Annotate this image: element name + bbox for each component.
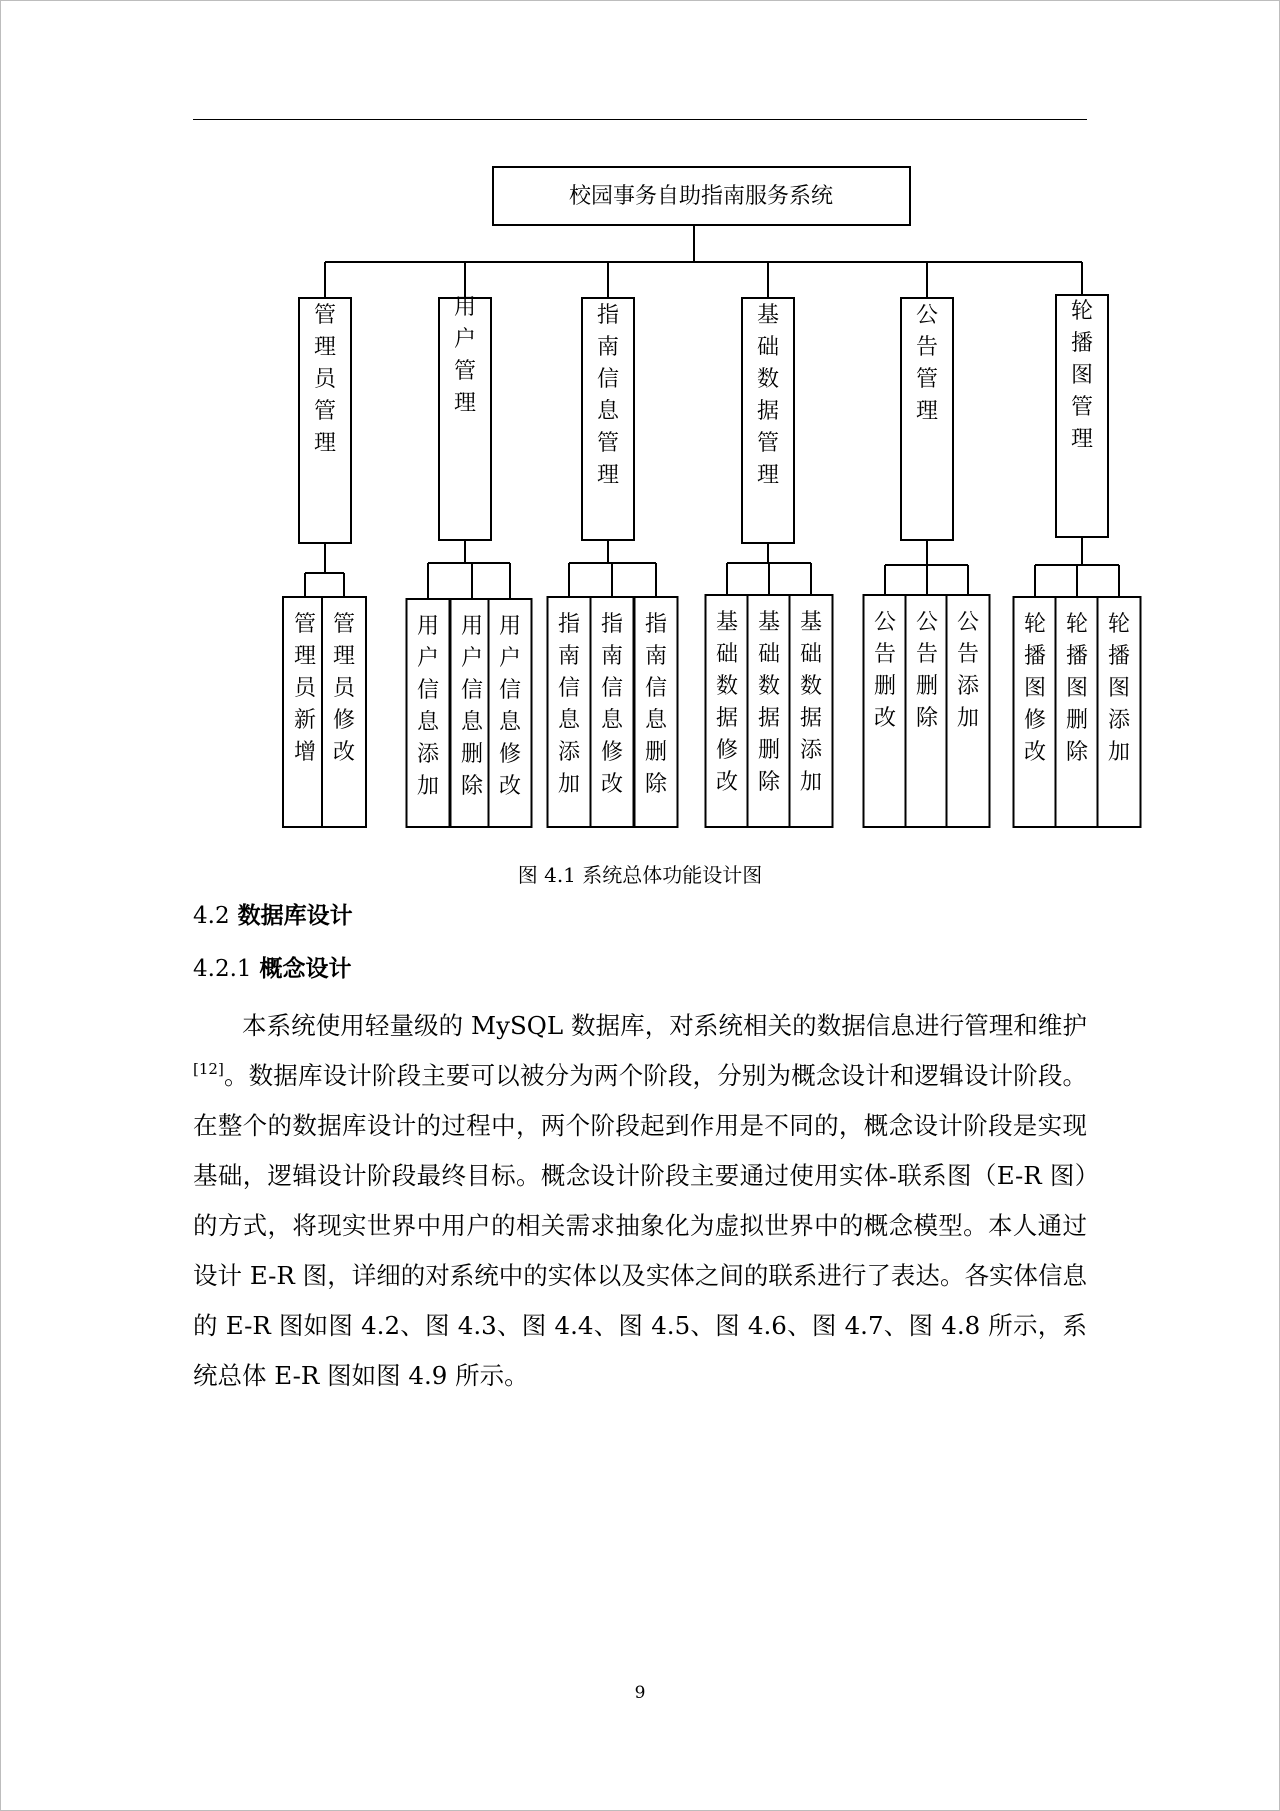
module-label: 轮播图管理	[1070, 299, 1094, 452]
diagram-boxes	[283, 167, 1141, 827]
child-label: 基础数据添加	[799, 610, 823, 795]
section-number: 4.2	[193, 903, 230, 929]
child-label: 公告添加	[956, 610, 980, 731]
child-label: 指南信息删除	[644, 612, 668, 797]
child-label: 指南信息添加	[557, 612, 581, 797]
child-label: 轮播图修改	[1023, 612, 1047, 765]
body-text-part-2: 。数据库设计阶段主要可以被分为两个阶段，分别为概念设计和逻辑设计阶段。在整个的数据库设计的过程中，两个阶段起到作用是不同的，概念设计阶段是实现基础，逻辑设计阶段最终目标。概念设计阶段主要通过使用实体-联系图（E-R 图）的方式，将现实世界中用户的相关需求抽象化为虚拟世界中的概念模型。本人通过设计 E-R 图，详细的对系统中的实体以及实体之间的联系进行了表达。各实体信息的 E-R 图如图 4.2、图 4.3、图 4.4、图 4.5、图 4.6、图 4.7、图 4.8 所示，系统总体 E-R 图如图 4.9 所示。	[193, 1061, 1087, 1390]
child-label: 管理员新增	[293, 612, 317, 765]
module-label: 指南信息管理	[596, 303, 620, 488]
child-label: 用户信息修改	[498, 614, 522, 799]
child-label: 用户信息删除	[460, 614, 484, 799]
child-label: 轮播图添加	[1107, 612, 1131, 765]
page-number: 9	[634, 1683, 646, 1703]
body-text-part-1: 本系统使用轻量级的 MySQL 数据库，对系统相关的数据信息进行管理和维护	[242, 1011, 1087, 1040]
system-function-diagram	[0, 0, 1280, 850]
body-paragraph	[193, 1001, 1087, 1401]
module-label: 公告管理	[915, 303, 939, 424]
section-title: 数据库设计	[237, 903, 353, 929]
root-label: 校园事务自助指南服务系统	[568, 184, 834, 209]
module-label: 用户管理	[453, 295, 477, 416]
child-label: 指南信息修改	[600, 612, 624, 797]
child-label: 管理员修改	[332, 612, 356, 765]
module-label: 基础数据管理	[756, 303, 780, 488]
subsection-number: 4.2.1	[193, 956, 252, 982]
child-label: 基础数据修改	[715, 610, 739, 795]
citation-ref: [12]	[193, 1060, 224, 1078]
section-heading	[193, 900, 353, 932]
child-label: 公告删除	[915, 610, 939, 731]
module-label: 管理员管理	[313, 303, 337, 456]
child-label: 公告删改	[873, 610, 897, 731]
diagram-connector-lines	[305, 225, 1119, 599]
child-label: 基础数据删除	[757, 610, 781, 795]
child-label: 轮播图删除	[1065, 612, 1089, 765]
subsection-title: 概念设计	[259, 956, 352, 982]
figure-caption: 图 4.1 系统总体功能设计图	[517, 863, 763, 887]
subsection-heading	[193, 953, 352, 985]
child-label: 用户信息添加	[416, 614, 440, 799]
